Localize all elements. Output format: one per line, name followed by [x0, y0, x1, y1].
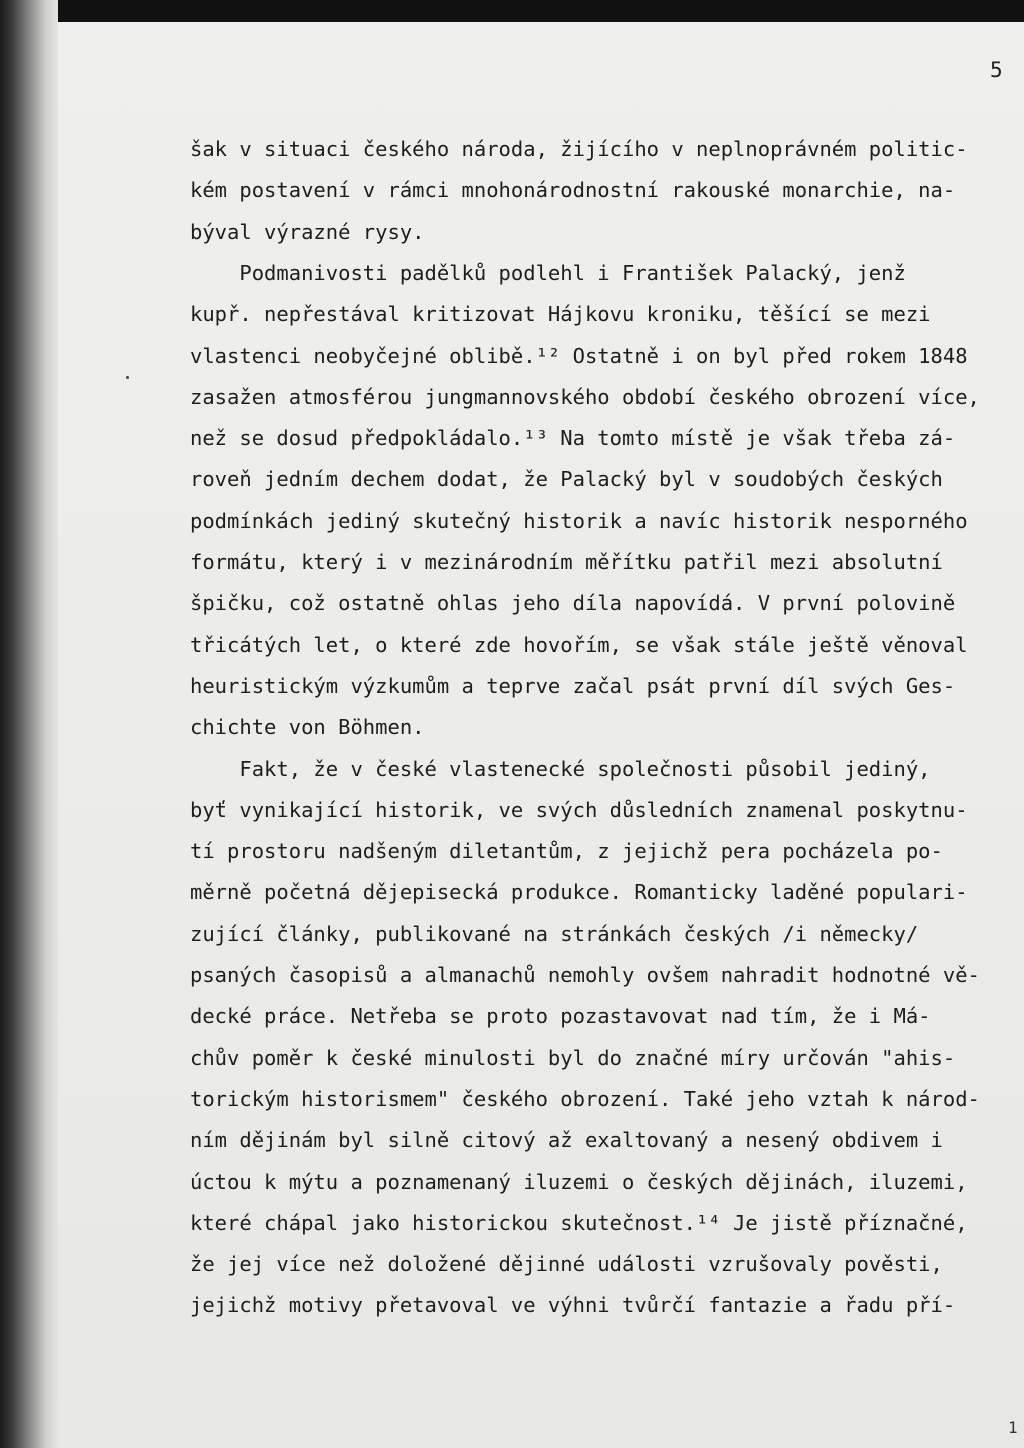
text-line: psaných časopisů a almanachů nemohly ovšem nahradit hodnotné vě-: [190, 963, 980, 987]
text-line: kupř. nepřestával kritizovat Hájkovu kroniku, těšící se mezi: [190, 302, 931, 327]
text-line: než se dosud předpokládalo.¹³ Na tomto místě je však třeba zá-: [190, 426, 956, 451]
text-line: měrně početná dějepisecká produkce. Romanticky laděné populari-: [190, 880, 968, 905]
text-line: úctou k mýtu a poznamenaný iluzemi o českých dějinách, iluzemi,: [190, 1169, 968, 1194]
text-line: šak v situaci českého národa, žijícího v neplnoprávném politic-: [190, 137, 968, 161]
text-line: zasažen atmosférou jungmannovského období českého obrození více,: [190, 384, 980, 409]
scan-binding-shadow: [0, 0, 58, 1448]
text-line: Fakt, že v české vlastenecké společnosti působil jediný,: [190, 756, 931, 781]
text-line: zující články, publikované na stránkách českých /i německy/: [190, 921, 919, 946]
text-line: torickým historismem" českého obrození. Také jeho vztah k národ-: [190, 1086, 980, 1111]
text-line: Podmanivosti padělků podlehl i František Palacký, jenž: [190, 260, 906, 285]
text-line: tí prostoru nadšeným diletantům, z jejichž pera pocházela po-: [190, 839, 943, 864]
text-line: formátu, který i v mezinárodním měřítku patřil mezi absolutní: [190, 550, 943, 574]
text-line: býval výrazné rysy.: [190, 219, 425, 244]
text-line: chichte von Böhmen.: [190, 715, 425, 740]
text-line: decké práce. Netřeba se proto pozastavovat nad tím, že i Má-: [190, 1004, 931, 1029]
text-line: že jej více než doložené dějinné události vzrušovaly pověsti,: [190, 1252, 943, 1277]
page-number: 5: [990, 58, 1003, 82]
text-line: vlastenci neobyčejné oblibě.¹² Ostatně i on byl před rokem 1848: [190, 343, 968, 368]
text-line: špičku, což ostatně ohlas jeho díla napovídá. V první polovině: [190, 591, 956, 616]
text-line: ním dějinám byl silně citový až exaltovaný a nesený obdivem i: [190, 1128, 943, 1153]
text-line: které chápal jako historickou skutečnost.¹⁴ Je jistě příznačné,: [190, 1210, 968, 1235]
text-line: heuristickým výzkumům a teprve začal psát první díl svých Ges-: [190, 673, 956, 698]
margin-dot: [126, 376, 129, 379]
text-line: chův poměr k české minulosti byl do značné míry určován "ahis-: [190, 1045, 956, 1070]
text-line: roveň jedním dechem dodat, že Palacký byl v soudobých českých: [190, 467, 943, 492]
text-line: podmínkách jediný skutečný historik a navíc historik nesporného: [190, 508, 968, 533]
text-line: třicátých let, o které zde hovořím, se však stále ještě věnoval: [190, 632, 968, 657]
text-line: kém postavení v rámci mnohonárodnostní rakouské monarchie, na-: [190, 178, 956, 203]
corner-mark: 1: [1008, 1418, 1018, 1437]
text-line: jejichž motivy přetavoval ve výhni tvůrčí fantazie a řadu pří-: [190, 1293, 956, 1318]
text-line: byť vynikající historik, ve svých důsledních znamenal poskytnu-: [190, 797, 968, 822]
scan-top-edge: [0, 0, 1024, 22]
